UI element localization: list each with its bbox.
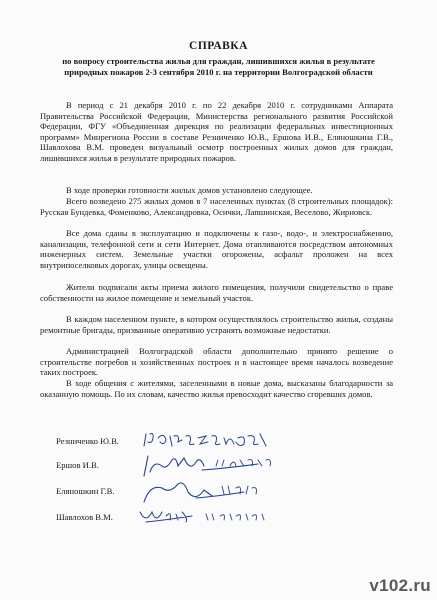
paragraph-1: В период с 21 декабря 2010 г. по 22 декабря 2010 г. сотрудниками Аппарата Правительства Российской Федерации, Министерства регионального развития Российской Федерации, ФГУ «Объединенная дирекция по реализации федеральных инвестиционных программ» Минрегиона России в составе Резниченко Ю.В., Ершова И.В., Еляношкина Г.В., Шавлохова В.М. проведен визуальный осмотр построенных жилых домов для граждан, лишившихся жилья в результате природных пожаров.	[40, 100, 393, 163]
site-watermark: v102.ru	[369, 576, 431, 595]
paragraph-4: Все дома сданы в эксплуатацию и подключены к газо-, водо-, и электроснабжению, канализации, телефонной сети и сети Интернет. Дома отапливаются посредством автономных инженерных систем. Земельные участки огорожены, асфальт проложен на всех внутрипоселковых дорогах, улицы освещены.	[40, 228, 393, 270]
document-title: СПРАВКА	[189, 40, 248, 52]
signature-row	[56, 510, 356, 526]
signatory-name: Шавлохов В.М.	[56, 512, 113, 522]
signatory-name: Ершов И.В.	[56, 460, 99, 470]
signature-row	[56, 434, 356, 450]
paragraph-7: Администрацией Волгоградской области дополнительно принято решение о строительстве погребов и хозяйственных построек и в настоящее время началось возведение таких построек.	[40, 346, 393, 378]
document-subtitle: по вопросу строительства жилья для граждан, лишившихся жилья в результате природных пожаров 2-3 сентября 2010 г. на территории Волгоградской области	[62, 56, 375, 77]
signatory-name: Резниченко Ю.В.	[56, 436, 119, 446]
paragraph-2: В ходе проверки готовности жилых домов установлено следующее.	[66, 185, 313, 195]
signature-row	[56, 484, 356, 500]
handwritten-signature	[136, 504, 286, 530]
signatory-name: Еляношкин Г.В.	[56, 486, 115, 496]
paragraph-6: В каждом населенном пункте, в котором осуществлялось строительство жилья, созданы ремонтные бригады, призванные оперативно устранять возможные недостатки.	[40, 314, 393, 335]
signature-row	[56, 458, 356, 474]
handwritten-signature	[140, 428, 270, 454]
paragraph-3: Всего возведено 275 жилых домов в 7 населенных пунктах (8 строительных площадок): Русская Бундевка, Фоменково, Александровка, Осички, Лапшинская, Веселово, Жирновск.	[40, 196, 393, 217]
paragraph-5: Жители подписали акты приема жилого помещения, получили свидетельство о праве собственности на жилое помещение и земельный участок.	[40, 282, 393, 303]
paragraph-8: В ходе общения с жителями, заселенными в новые дома, высказаны благодарности за оказанную помощь. По их словам, качество жилья превосходит качество сгоревших домов.	[40, 378, 393, 399]
